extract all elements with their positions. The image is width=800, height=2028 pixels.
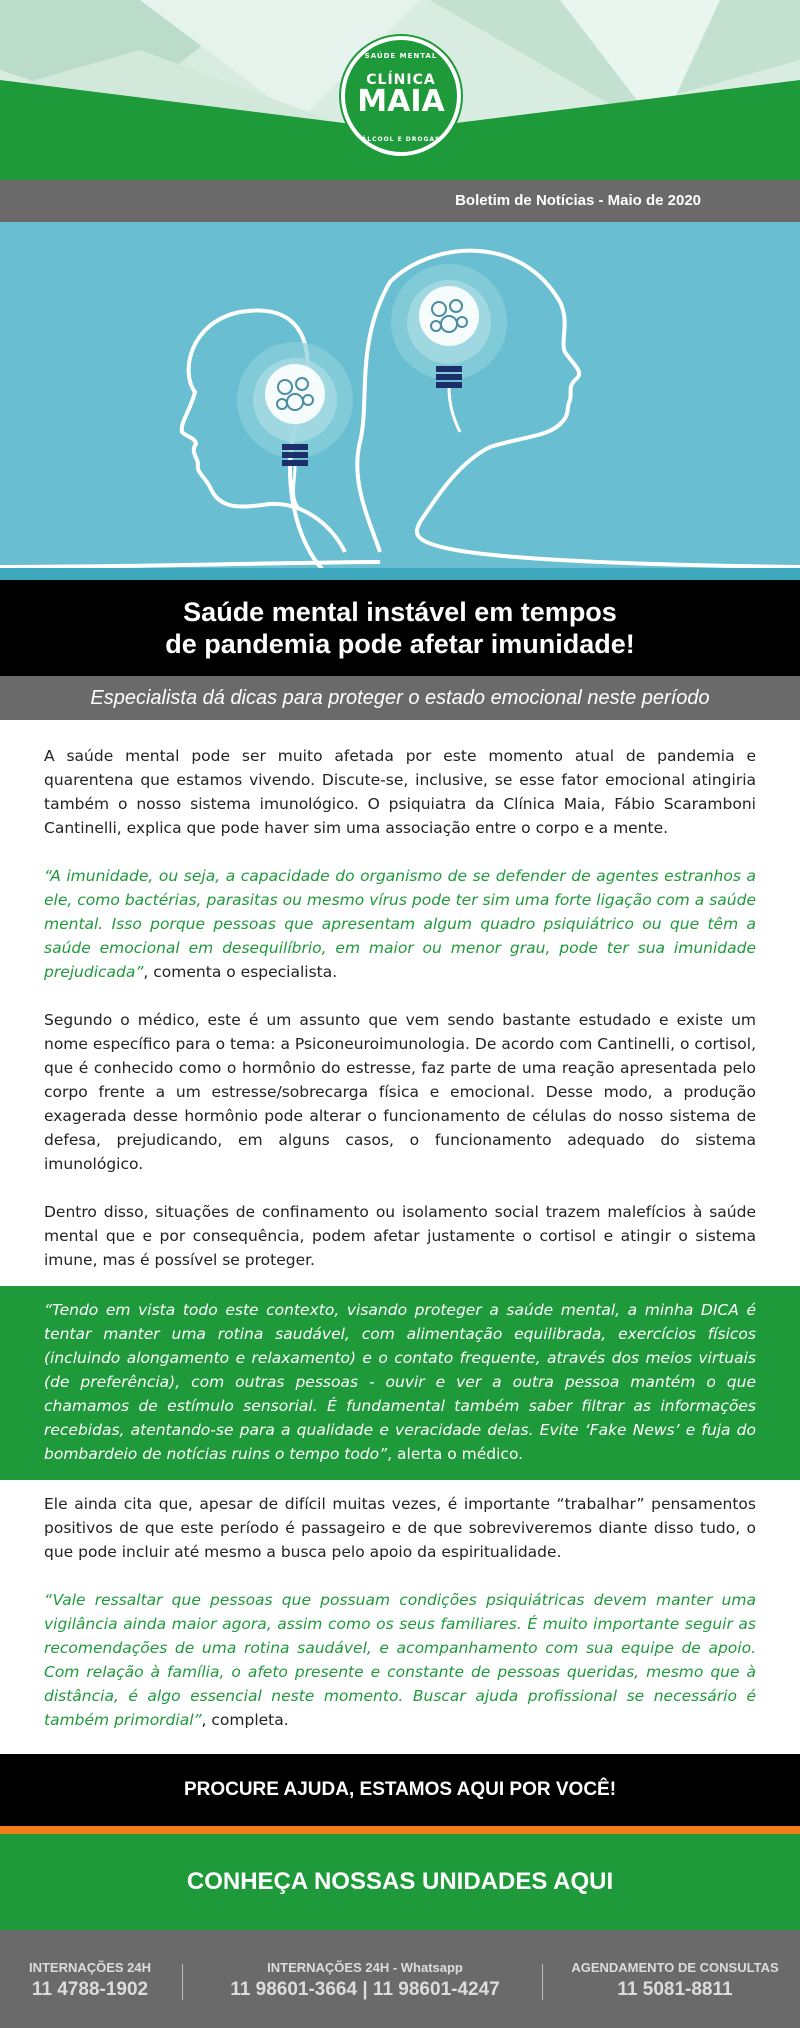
headline-line-2: de pandemia pode afetar imunidade! [165,629,635,659]
quote-family-attribution: , completa. [201,1711,289,1729]
contact-phone[interactable]: 11 98601-3664 | 11 98601-4247 [230,1979,500,2000]
left-bulb-base [282,460,308,466]
logo-clinica: CLÍNICA [366,72,436,88]
bulletin-bar: Boletim de Notícias - Maio de 2020 [0,180,800,222]
highlight-quote-tip [0,1286,800,1480]
hero-bottom-stripe [0,568,800,580]
contact-footer [0,1930,800,2028]
header-banner [0,0,800,180]
logo-maia: MAIA [357,84,445,119]
quote-tip-attribution: , alerta o médico. [387,1445,524,1463]
article-headline [0,580,800,676]
contact-internacoes[interactable] [0,1960,180,2001]
paragraph-positive-thinking: Ele ainda cita que, apesar de difícil muitas vezes, é importante “trabalhar” pensamentos positivos de que este período é passageiro e de que sobreviveremos diante disso tudo, o que pode incluir até mesmo a busca pelo apoio da espiritualidade. [44,1495,756,1561]
article-subheadline: Especialista dá dicas para proteger o estado emocional neste período [0,676,800,720]
paragraph-intro: A saúde mental pode ser muito afetada por este momento atual de pandemia e quarentena que estamos vivendo. Discute-se, inclusive, se esse fator emocional atingiria também o nosso sistema imunológico. O psiquiatra da Clínica Maia, Fábio Scaramboni Cantinelli, explica que pode haver sim uma associação entre o corpo e a mente. [44,747,756,837]
article-body [0,720,800,1272]
headline-line-1: Saúde mental instável em tempos [183,597,617,627]
units-button[interactable]: CONHEÇA NOSSAS UNIDADES AQUI [0,1834,800,1930]
contact-phone[interactable]: 11 5081-8811 [617,1979,733,2000]
contact-label: INTERNAÇÕES 24H [28,1960,152,1975]
two-heads-lightbulb-illustration [0,222,800,580]
contact-phone[interactable]: 11 4788-1902 [31,1979,149,2000]
help-banner[interactable]: PROCURE AJUDA, ESTAMOS AQUI POR VOCÊ! [0,1754,800,1826]
quote-family [44,1588,756,1732]
right-bulb-base [436,382,462,388]
quote-immunity [44,864,756,984]
quote-family-text: “Vale ressaltar que pessoas que possuam condições psiquiátricas devem manter uma vigilância ainda maior agora, assim como os seus familiares. É muito importante seguir as recomendações de uma rotina saudável, e acompanhamento com sua equipe de apoio. Com relação à família, o afeto presente e constante de pessoas queridas, mesmo que à distância, é algo essencial neste momento. Buscar ajuda profissional se necessário é também primordial” [44,1591,756,1729]
clinic-logo[interactable] [341,36,461,156]
quote-immunity-text: “A imunidade, ou seja, a capacidade do organismo de se defender de agentes estranhos a ele, como bactérias, parasitas ou mesmo vírus pode ter sim uma forte ligação com a saúde mental. Isso porque pessoas que apresentam algum quadro psiquiátrico ou que têm a saúde emocional em desequilíbrio, em maior ou menor grau, pode ter sua imunidade prejudicada” [44,867,756,981]
hero-illustration [0,222,800,580]
baseline-line [0,562,380,567]
contact-whatsapp[interactable] [190,1960,540,2001]
logo-tagline-top: SAÚDE MENTAL [364,52,438,60]
quote-immunity-attribution: , comenta o especialista. [143,963,338,981]
paragraph-confinement: Dentro disso, situações de confinamento ou isolamento social trazem malefícios à saúde mental que e por consequência, podem afetar justamente o cortisol e atingir o sistema imune, mas é possível se proteger. [44,1203,756,1269]
footer-divider [182,1964,183,2000]
logo-tagline-bottom: ÁLCOOL E DROGAS [361,136,441,143]
orange-divider [0,1826,800,1834]
contact-agendamento[interactable] [550,1960,800,2001]
article-body-continued [0,1480,800,1732]
paragraph-psychoneuroimmunology: Segundo o médico, este é um assunto que vem sendo bastante estudado e existe um nome específico para o tema: a Psiconeuroimunologia. De acordo com Cantinelli, o cortisol, que é conhecido como o hormônio do estresse, faz parte de uma reação apresentada pelo corpo frente a um estresse/sobrecarga física e emocional. Desse modo, a produção exagerada desse hormônio pode alterar o funcionamento de células do nosso sistema de defesa, prejudicando, em alguns casos, o funcionamento adequado do sistema imunológico. [44,1011,756,1173]
quote-tip-text: “Tendo em vista todo este contexto, visando proteger a saúde mental, a minha DICA é tentar manter uma rotina saudável, com alimentação equilibrada, exercícios físicos (incluindo alongamento e relaxamento) e o contato frequente, através dos meios virtuais (de preferência), com outras pessoas - ouvir e ver a outra pessoa mantém o que chamamos de estímulo sensorial. É fundamental também saber filtrar as informações recebidas, atentando-se para a qualidade e veracidade delas. Evite ‘Fake News’ e fuja do bombardeio de notícias ruins o tempo todo” [44,1301,756,1463]
contact-label: INTERNAÇÕES 24H - Whatsapp [267,1960,463,1975]
footer-divider [542,1964,543,2000]
contact-label: AGENDAMENTO DE CONSULTAS [571,1960,779,1975]
